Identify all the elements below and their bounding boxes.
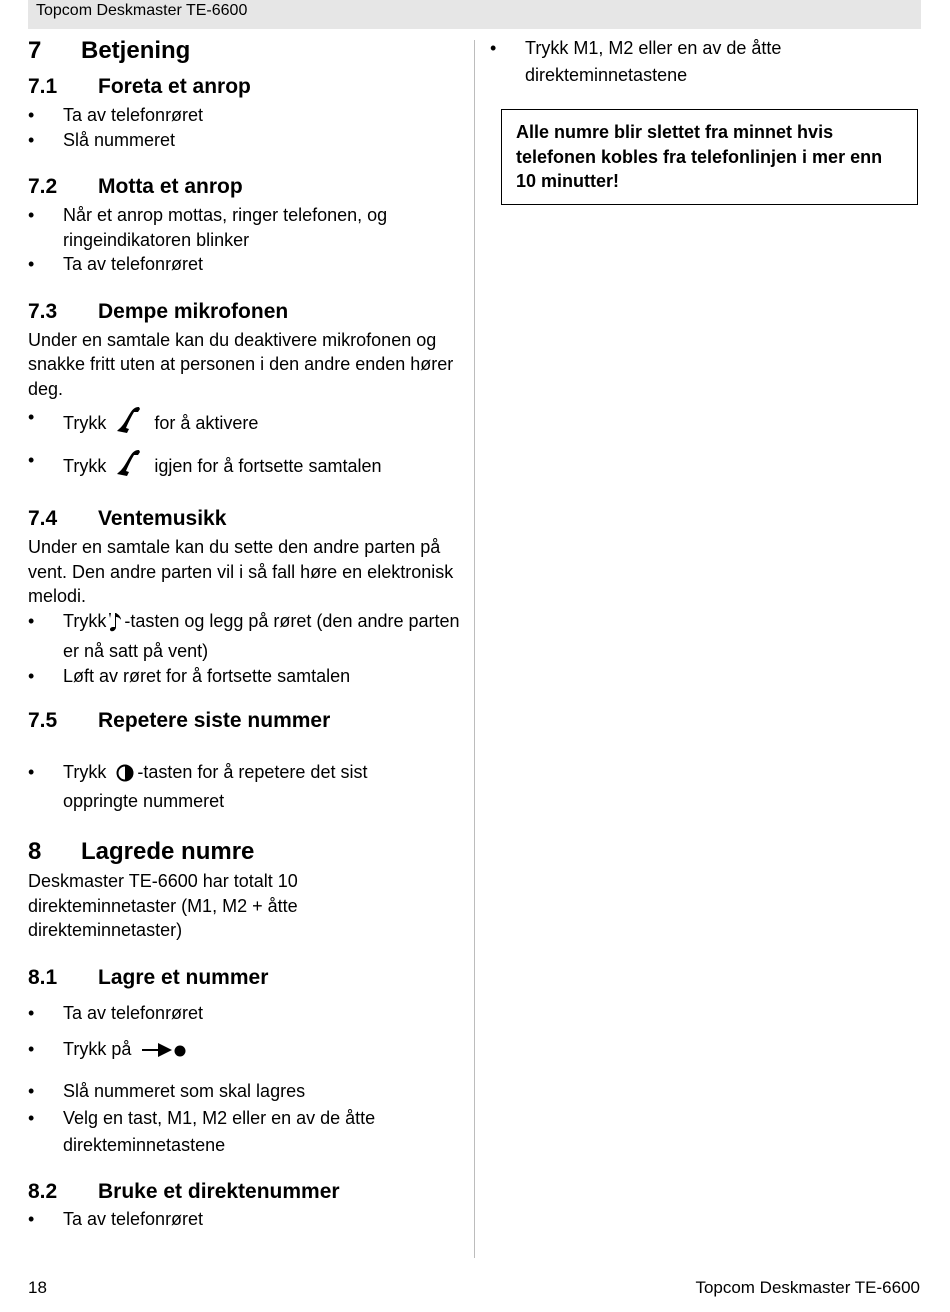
list-7-4	[28, 609, 463, 689]
redial-icon	[113, 764, 137, 789]
list-item: • Trykk -tasten og legg på røret (den andre parten er nå satt på vent)	[28, 609, 463, 664]
list-7-3	[28, 405, 463, 484]
footer-title: Topcom Deskmaster TE-6600	[695, 1278, 920, 1297]
list-7-5	[28, 760, 408, 813]
list-item: • Slå nummeret	[28, 128, 463, 153]
heading-7-5: 7.5 Repetere siste nummer	[28, 709, 331, 732]
heading-8-2: 8.2 Bruke et direktenummer	[28, 1180, 340, 1203]
heading-7-4: 7.4 Ventemusikk	[28, 507, 227, 530]
list-8-1	[28, 1001, 408, 1160]
heading-7-3: 7.3 Dempe mikrofonen	[28, 299, 289, 323]
list-item: • Trykk -tasten for å repetere det sist oppringte nummeret	[28, 760, 408, 813]
list-item: • Trykk for å aktivere	[28, 405, 463, 442]
store-arrow-icon	[140, 1040, 188, 1067]
hold-music-icon	[106, 611, 124, 640]
mute-handset-icon	[113, 405, 147, 442]
heading-7-1: 7.1 Foreta et anrop	[28, 75, 251, 98]
list-item: • Trykk på	[28, 1037, 408, 1067]
list-item: • Velg en tast, M1, M2 eller en av de åtte direkteminnetastene	[28, 1105, 408, 1159]
list-item: • Trykk igjen for å fortsette samtalen	[28, 448, 463, 485]
list-item: • Ta av telefonrøret	[28, 1207, 463, 1232]
right-column	[490, 35, 920, 205]
heading-7-2: 7.2 Motta et anrop	[28, 175, 243, 198]
header-title: Topcom Deskmaster TE-6600	[36, 2, 248, 19]
list-item: • Ta av telefonrøret	[28, 252, 408, 277]
heading-7: 7 Betjening	[28, 37, 191, 64]
paragraph-7-3: Under en samtale kan du deaktivere mikrofonen og snakke fritt uten at personen i den andre enden hører deg.	[28, 329, 454, 399]
left-column	[28, 32, 463, 1232]
column-divider	[474, 40, 475, 1258]
running-header	[28, 0, 921, 29]
paragraph-8: Deskmaster TE-6600 har totalt 10 direkteminnetaster (M1, M2 + åtte direkteminnetaster)	[28, 871, 298, 940]
list-item: • Når et anrop mottas, ringer telefonen, og ringeindikatoren blinker	[28, 203, 408, 252]
warning-note-box: Alle numre blir slettet fra minnet hvis telefonen kobles fra telefonlinjen i mer enn 10 minutter!	[501, 109, 918, 205]
heading-7-title: Betjening	[81, 37, 191, 64]
mute-handset-icon	[113, 448, 147, 485]
list-right	[490, 35, 810, 89]
list-item: • Trykk M1, M2 eller en av de åtte direkteminnetastene	[490, 35, 810, 89]
heading-8: 8 Lagrede numre	[28, 838, 255, 865]
paragraph-7-4: Under en samtale kan du sette den andre parten på vent. Den andre parten vil i så fall høre en elektronisk melodi.	[28, 537, 454, 606]
heading-8-1: 8.1 Lagre et nummer	[28, 965, 269, 989]
list-8-2	[28, 1207, 463, 1232]
list-7-1	[28, 103, 463, 152]
list-7-2	[28, 203, 408, 277]
list-item: • Ta av telefonrøret	[28, 1001, 408, 1026]
list-item: • Løft av røret for å fortsette samtalen	[28, 664, 463, 689]
list-item: • Slå nummeret som skal lagres	[28, 1079, 408, 1104]
page-number: 18	[28, 1278, 47, 1297]
list-item: • Ta av telefonrøret	[28, 103, 463, 128]
